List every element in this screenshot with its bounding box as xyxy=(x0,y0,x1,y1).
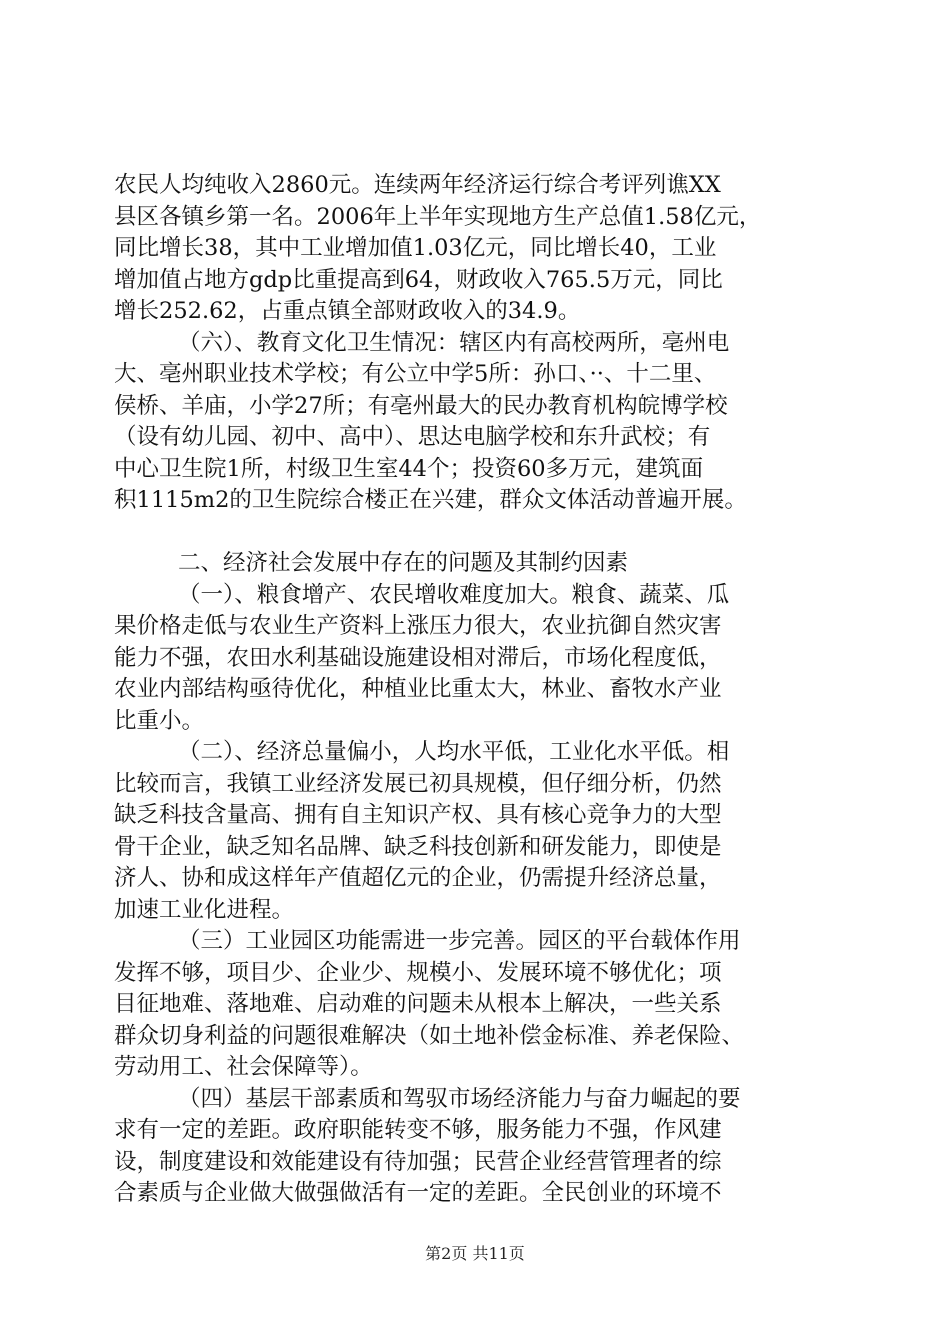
text-line: 劳动用工、社会保障等）。 xyxy=(114,1054,373,1080)
text-line: 加速工业化进程。 xyxy=(114,896,295,923)
paragraph-start: （二）、经济总量偏小，人均水平低，工业化水平低。相 xyxy=(178,739,730,765)
text-line: 大、亳州职业技术学校；有公立中学5所：孙口、··、十二里、 xyxy=(114,361,717,387)
text-line: 侯桥、羊庙，小学27所；有亳州最大的民办教育机构皖博学校 xyxy=(114,392,728,419)
paragraph-start: （四）基层干部素质和驾驭市场经济能力与奋力崛起的要 xyxy=(178,1085,741,1112)
page-number-footer: 第2页 共11页 xyxy=(425,1244,525,1263)
text-line: 缺乏科技含量高、拥有自主知识产权、具有核心竞争力的大型 xyxy=(114,802,722,828)
body-text xyxy=(114,170,836,1210)
blank-line xyxy=(114,517,836,549)
text-line: 增加值占地方gdp比重提高到64，财政收入765.5万元，同比 xyxy=(114,266,723,293)
text-line: 果价格走低与农业生产资料上涨压力很大，农业抗御自然灾害 xyxy=(114,613,722,639)
paragraph-start: （三）工业园区功能需进一步完善。园区的平台载体作用 xyxy=(178,928,741,954)
text-line: 骨干企业，缺乏知名品牌、缺乏科技创新和研发能力，即使是 xyxy=(114,833,722,860)
paragraph-start: （一）、粮食增产、农民增收难度加大。粮食、蔬菜、瓜 xyxy=(178,581,730,608)
text-line: 能力不强，农田水利基础设施建设相对滞后，市场化程度低， xyxy=(114,644,722,671)
paragraph-start: （六）、教育文化卫生情况：辖区内有高校两所，亳州电 xyxy=(178,329,730,356)
text-line: （设有幼儿园、初中、高中）、思达电脑学校和东升武校；有 xyxy=(114,424,711,450)
text-line: 增长252.62，占重点镇全部财政收入的34.9。 xyxy=(114,298,581,324)
text-line: 发挥不够，项目少、企业少、规模小、发展环境不够优化；项 xyxy=(114,959,722,986)
text-line: 积1115m2的卫生院综合楼正在兴建，群众文体活动普遍开展。 xyxy=(114,487,747,513)
text-line: 群众切身利益的问题很难解决（如土地补偿金标准、养老保险、 xyxy=(114,1022,745,1049)
text-line: 济人、协和成这样年产值超亿元的企业，仍需提升经济总量， xyxy=(114,865,722,891)
text-line: 求有一定的差距。政府职能转变不够，服务能力不强，作风建 xyxy=(114,1117,722,1143)
text-line: 比较而言，我镇工业经济发展已初具规模，但仔细分析，仍然 xyxy=(114,770,722,797)
text-line: 中心卫生院1所，村级卫生室44个；投资60多万元，建筑面 xyxy=(114,455,704,482)
section-heading: 二、经济社会发展中存在的问题及其制约因素 xyxy=(178,550,629,576)
text-line: 农业内部结构亟待优化，种植业比重太大，林业、畜牧水产业 xyxy=(114,676,722,702)
text-line: 设，制度建设和效能建设有待加强；民营企业经营管理者的综 xyxy=(114,1148,722,1175)
text-line: 目征地难、落地难、启动难的问题未从根本上解决，一些关系 xyxy=(114,991,722,1017)
text-line: 农民人均纯收入2860元。连续两年经济运行综合考评列谯XX xyxy=(114,172,721,198)
text-line: 合素质与企业做大做强做活有一定的差距。全民创业的环境不 xyxy=(114,1180,722,1206)
text-line: 比重小。 xyxy=(114,707,205,734)
text-line: 县区各镇乡第一名。2006年上半年实现地方生产总值1.58亿元， xyxy=(114,203,762,230)
text-line: 同比增长38，其中工业增加值1.03亿元，同比增长40，工业 xyxy=(114,235,717,261)
